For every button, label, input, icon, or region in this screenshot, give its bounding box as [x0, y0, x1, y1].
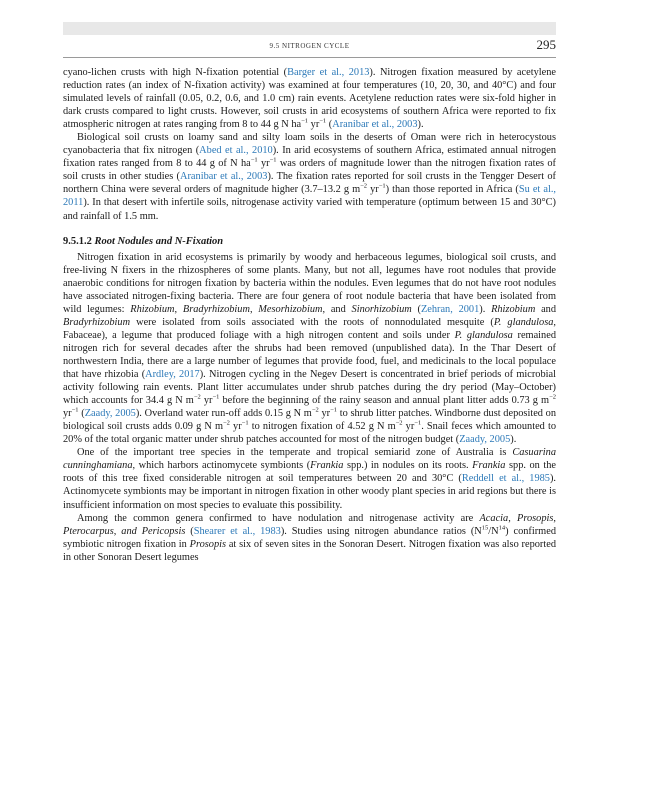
paragraph-4: One of the important tree species in the temperate and tropical semiarid zone of Australia is Casuarina cunninghamiana, which harbors actinomycete symbionts (Frankia spp.) in nodules on its roots. Frankia spp. on the roots of this tree fixed considerable nitrogen at soil temperatures between 20 and 30°C (Reddell et al., 1985). Actinomycete symbionts may be important in nitrogen fixation in other woody plant species in arid regions but there is insufficient information on most species to evaluate this possibility.: [63, 447, 556, 511]
section-heading: [63, 235, 556, 248]
page-number: 295: [536, 37, 556, 52]
citation-link[interactable]: Zaady, 2005: [459, 434, 511, 446]
paragraph-2: Biological soil crusts on loamy sand and silty loam soils in the deserts of Oman were rich in heterocystous cyanobacteria that fix nitrogen (Abed et al., 2010). In arid ecosystems of southern Africa, estimated annual nitrogen fixation rates ranged from 8 to 44 g of N $ha^{-1}$ $yr^{-1}$ was orders of magnitude lower than the nitrogen fixation rates of soil crusts in other studies (Aranibar et al., 2003). The fixation rates reported for soil crusts in the Tengger Desert of northern China were several orders of magnitude higher (3.7–13.2 g $m^{-2}$ $yr^{-1}$) than those reported in Africa (Su et al., 2011). In that desert with infertile soils, nitrogenase activity varied with temperature (optimum between 15 and 30°C) and rainfall of 1.5 mm.: [63, 132, 557, 222]
section-number: 9.5.1.2: [63, 235, 92, 247]
citation-link[interactable]: Zaady, 2005: [84, 408, 136, 420]
citation-link[interactable]: Su et al., 2011: [63, 184, 556, 209]
citation-link[interactable]: Aranibar et al., 2003: [180, 171, 268, 183]
running-title: 9.5 NITROGEN CYCLE: [269, 42, 350, 50]
citation-link[interactable]: Zehran, 2001: [420, 303, 480, 315]
paragraph-5: Among the common genera confirmed to have nodulation and nitrogenase activity are Acacia, Prosopis, Pterocarpus, and Pericopsis (Shearer et al., 1983). Studies using nitrogen abundance ratios $(N^{15}/N^{14})$ confirmed symbiotic nitrogen fixation in Prosopis at six of seven sites in the Sonoran Desert. Nitrogen fixation was also reported in other Sonoran Desert legumes: [63, 512, 556, 563]
running-head: [63, 37, 556, 58]
citation-link[interactable]: Shearer et al., 1983: [193, 525, 281, 537]
paragraph-3: Nitrogen fixation in arid ecosystems is primarily by woody and herbaceous legumes, biological soil crusts, and free-living N fixers in the rhizospheres of some plants. Many, but not all, legumes have root nodules that provide anaerobic conditions for nitrogen fixation by bacteria within the nodules. Even legumes that do not have root nodules have associated nitrogen-fixing bacteria. There are four genera of root nodule bacteria that have been isolated from wild legumes: Rhizobium, Bradyrhizobium, Mesorhizobium, and Sinorhizobium (Zehran, 2001). Rhizobium and Bradyrhizobium were isolated from soils associated with the roots of nonnodulated mesquite (P. glandulosa, Fabaceae), a legume that produced foliage with a high nitrogen content and soils under P. glandulosa remained nitrogen rich for several decades after the shrubs had been removed (unpublished data). In the Thar Desert of northwestern India, there are a large number of legumes that provide food, fuel, and medicinals to the local populace that have rhizobia (Ardley, 2017). Nitrogen cycling in the Negev Desert is concentrated in brief periods of microbial activity following rain events. Plant litter accumulates under shrub patches during the dry period (May–October) which accounts for 34.4 g N $m^{-2}$ $yr^{-1}$ before the beginning of the rainy season and annual plant litter adds 0.73 g $m^{-2}$ $yr^{-1}$ (Zaady, 2005). Overland water run-off adds 0.15 g N $m^{-2}$ $yr^{-1}$ to shrub litter patches. Windborne dust deposited on biological soil crusts adds 0.09 g N $m^{-2}$ $yr^{-1}$ to nitrogen fixation of 4.52 g N $m^{-2}$ $yr^{-1}$. Snail feces which amounted to 20% of the total organic matter under shrub patches accounted for most of the nitrogen budget (Zaady, 2005).: [63, 251, 557, 446]
citation-link[interactable]: Ardley, 2017: [145, 369, 200, 381]
citation-link[interactable]: Aranibar et al., 2003: [332, 119, 418, 131]
citation-link[interactable]: Reddell et al., 1985: [461, 473, 550, 485]
citation-link[interactable]: Abed et al., 2010: [199, 145, 273, 157]
citation-link[interactable]: Barger et al., 2013: [287, 67, 370, 78]
section-title: Root Nodules and N-Fixation: [94, 235, 224, 247]
header-bar: [63, 22, 556, 35]
page-body: [63, 66, 556, 564]
paragraph-1: cyano-lichen crusts with high N-fixation potential (Barger et al., 2013). Nitrogen fixation measured by acetylene reduction rates (an index of N-fixation activity) was examined at four temperatures (10, 20, 30, and 40°C) and four simulated levels of rainfall (0.05, 0.2, 0.6, and 1.0 cm) rain events. Acetylene reduction rates were six-fold higher in dark crusts compared to light crusts. However, soil crusts in arid ecosystems of southern Africa were reported to fix atmospheric nitrogen at rates ranging from 8 to 44 g N $ha^{-1}$ $yr^{-1}$ (Aranibar et al., 2003).: [63, 67, 556, 131]
